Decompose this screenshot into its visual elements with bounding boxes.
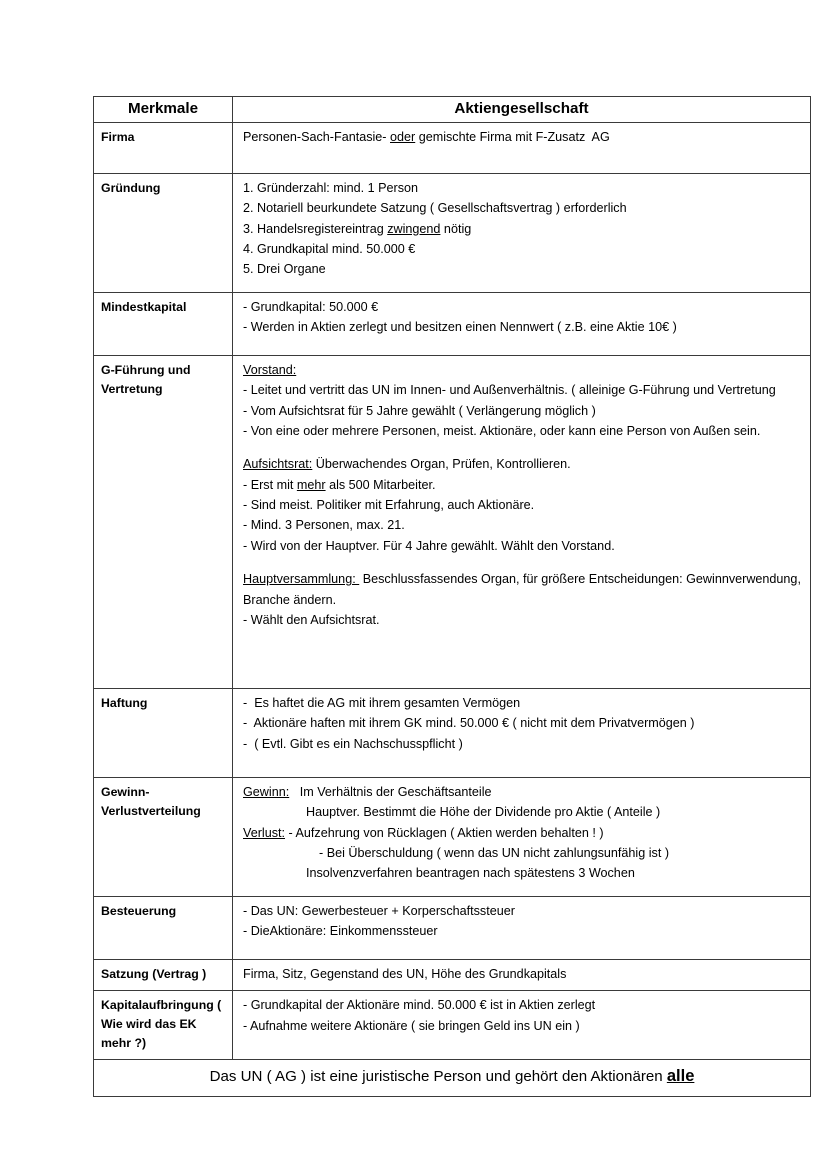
table-footer-row xyxy=(94,1060,811,1096)
text-line: 2. Notariell beurkundete Satzung ( Gesellschaftsvertrag ) erforderlich xyxy=(243,201,627,216)
underlined-segment: zwingend xyxy=(387,221,441,236)
text-line: - Bei Überschuldung ( wenn das UN nicht zahlungsunfähig ist ) xyxy=(319,845,670,860)
row-label-gruendung: Gründung xyxy=(94,173,233,292)
text-line: - ( Evtl. Gibt es ein Nachschusspflicht ) xyxy=(243,736,463,751)
underlined-segment: oder xyxy=(390,129,416,144)
text-line xyxy=(243,823,803,843)
table-row xyxy=(94,896,811,959)
row-label-kapitalaufbringung: Kapitalaufbringung ( Wie wird das EK mehr ?) xyxy=(94,991,233,1060)
row-label-mindestkapital: Mindestkapital xyxy=(94,292,233,355)
underlined-segment: Aufsichtsrat: xyxy=(243,457,313,472)
row-label-firma: Firma xyxy=(94,122,233,173)
underlined-segment: Gewinn: xyxy=(243,784,290,799)
row-value-gewinnverlust xyxy=(233,777,811,896)
text-line: - Wird von der Hauptver. Für 4 Jahre gewählt. Wählt den Vorstand. xyxy=(243,538,615,553)
text-segment: Im Verhältnis der Geschäftsanteile xyxy=(289,784,492,799)
row-value-haftung xyxy=(233,688,811,777)
footer-statement xyxy=(94,1060,811,1096)
row-value-gfuehrung xyxy=(233,355,811,688)
row-label-gewinnverlust-text: Gewinn- Verlustverteilung xyxy=(101,784,201,818)
underlined-segment: Hauptversammlung: xyxy=(243,572,360,587)
text-line-vorstand-heading: Vorstand: xyxy=(243,362,297,377)
text-line: - DieAktionäre: Einkommenssteuer xyxy=(243,924,438,939)
paragraph-spacer xyxy=(243,556,803,569)
text-line: - Mind. 3 Personen, max. 21. xyxy=(243,518,405,533)
text-segment: Beschlussfassendes Organ, für größere Entscheidungen: Gewinnverwendung, Branche ändern. xyxy=(243,572,805,607)
text-line: - Grundkapital: 50.000 € xyxy=(243,299,379,314)
row-value-mindestkapital xyxy=(233,292,811,355)
underlined-segment: mehr xyxy=(296,477,326,492)
text-segment: - Erst mit xyxy=(243,477,297,492)
comparison-table xyxy=(93,96,811,1097)
text-segment: gemischte Firma mit F-Zusatz AG xyxy=(415,129,610,144)
text-segment: nötig xyxy=(440,221,472,236)
row-value-firma xyxy=(233,122,811,173)
text-line: - Aufnahme weitere Aktionäre ( sie bringen Geld ins UN ein ) xyxy=(243,1018,580,1033)
text-line: - Wählt den Aufsichtsrat. xyxy=(243,613,380,628)
text-line xyxy=(243,127,803,147)
row-label-gewinnverlust xyxy=(94,777,233,896)
text-line: - Werden in Aktien zerlegt und besitzen einen Nennwert ( z.B. eine Aktie 10€ ) xyxy=(243,320,677,335)
table-row xyxy=(94,355,811,688)
table-row xyxy=(94,991,811,1060)
footer-text: Das UN ( AG ) ist eine juristische Person und gehört den Aktionären xyxy=(209,1068,667,1086)
header-cell-merkmale: Merkmale xyxy=(94,97,233,123)
text-line: Hauptver. Bestimmt die Höhe der Dividende pro Aktie ( Anteile ) xyxy=(306,805,661,820)
header-cell-aktiengesellschaft: Aktiengesellschaft xyxy=(233,97,811,123)
text-line: - Das UN: Gewerbesteuer + Korperschaftssteuer xyxy=(243,903,515,918)
text-segment: 3. Handelsregistereintrag xyxy=(243,221,388,236)
text-line xyxy=(243,782,803,802)
row-label-haftung: Haftung xyxy=(94,688,233,777)
text-line: - Sind meist. Politiker mit Erfahrung, auch Aktionäre. xyxy=(243,498,535,513)
footer-emphasis: alle xyxy=(666,1067,695,1086)
text-line: - Es haftet die AG mit ihrem gesamten Vermögen xyxy=(243,695,521,710)
row-value-besteuerung xyxy=(233,896,811,959)
text-segment: Personen-Sach-Fantasie- xyxy=(243,129,390,144)
row-value-kapitalaufbringung xyxy=(233,991,811,1060)
row-value-satzung xyxy=(233,959,811,990)
table-row xyxy=(94,173,811,292)
text-segment: als 500 Mitarbeiter. xyxy=(325,477,436,492)
text-line: - Aktionäre haften mit ihrem GK mind. 50.000 € ( nicht mit dem Privatvermögen ) xyxy=(243,716,695,731)
text-line: 4. Grundkapital mind. 50.000 € xyxy=(243,241,416,256)
text-line xyxy=(243,219,803,239)
row-value-gruendung xyxy=(233,173,811,292)
table-header-row xyxy=(94,97,811,123)
text-line: - Von eine oder mehrere Personen, meist. Aktionäre, oder kann eine Person von Außen sein. xyxy=(243,423,761,438)
text-line: - Vom Aufsichtsrat für 5 Jahre gewählt ( Verlängerung möglich ) xyxy=(243,403,596,418)
text-line: Firma, Sitz, Gegenstand des UN, Höhe des Grundkapitals xyxy=(243,966,567,981)
text-line xyxy=(243,569,803,610)
row-label-gfuehrung: G-Führung und Vertretung xyxy=(94,355,233,688)
text-line: 5. Drei Organe xyxy=(243,262,326,277)
text-line: - Leitet und vertritt das UN im Innen- und Außenverhältnis. ( alleinige G-Führung und Vertretung xyxy=(243,383,776,398)
text-line xyxy=(243,475,803,495)
table-row xyxy=(94,777,811,896)
row-label-besteuerung: Besteuerung xyxy=(94,896,233,959)
underlined-segment: Verlust: xyxy=(243,825,285,840)
table-row xyxy=(94,959,811,990)
text-line: Insolvenzverfahren beantragen nach spätestens 3 Wochen xyxy=(306,866,635,881)
text-segment: Überwachendes Organ, Prüfen, Kontrollieren. xyxy=(312,457,571,472)
text-line: - Grundkapital der Aktionäre mind. 50.000 € ist in Aktien zerlegt xyxy=(243,998,596,1013)
text-line xyxy=(243,454,803,474)
text-line: 1. Gründerzahl: mind. 1 Person xyxy=(243,180,419,195)
row-label-satzung: Satzung (Vertrag ) xyxy=(94,959,233,990)
table-row xyxy=(94,122,811,173)
paragraph-spacer xyxy=(243,441,803,454)
text-segment: - Aufzehrung von Rücklagen ( Aktien werden behalten ! ) xyxy=(285,825,604,840)
table-row xyxy=(94,292,811,355)
table-row xyxy=(94,688,811,777)
